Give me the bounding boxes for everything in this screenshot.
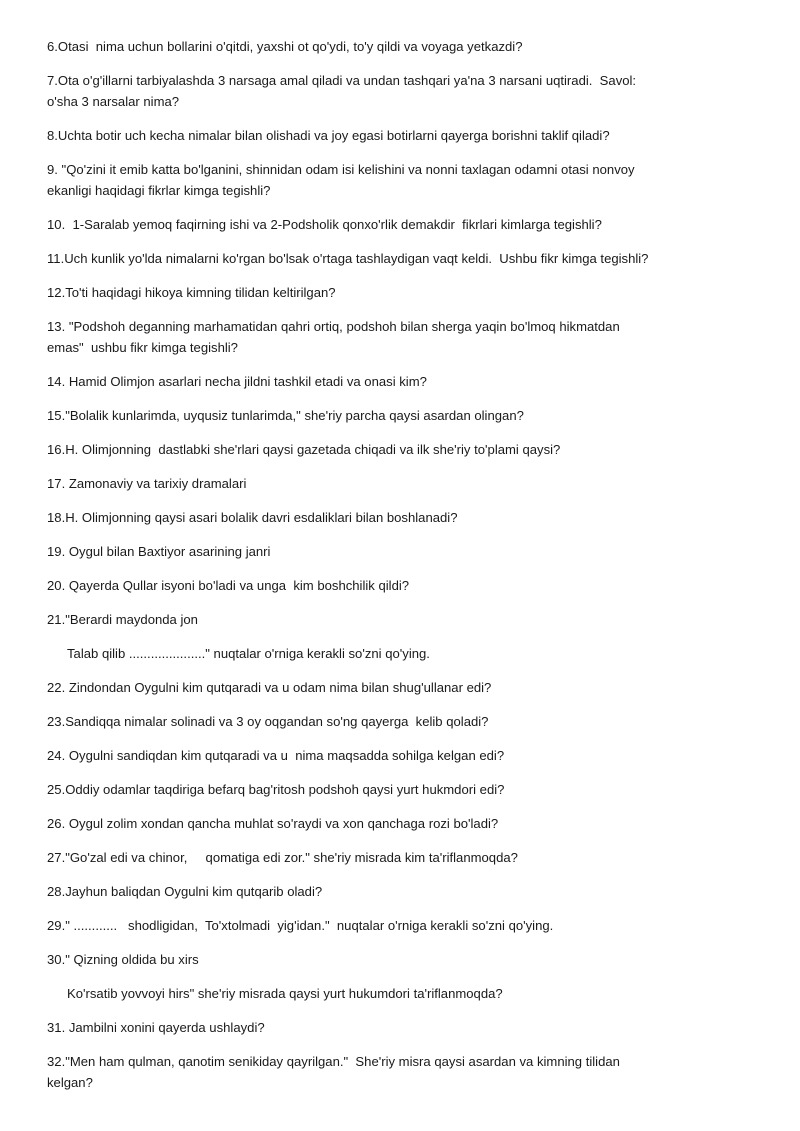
- question-30-line-2: Ko'rsatib yovvoyi hirs" she'riy misrada qaysi yurt hukumdori ta'riflanmoqda?: [67, 986, 503, 1001]
- question-23: 23.Sandiqqa nimalar solinadi va 3 oy oqgandan so'ng qayerga kelib qoladi?: [47, 714, 489, 729]
- question-21-line-1: 21."Berardi maydonda jon: [47, 612, 198, 627]
- question-24: 24. Oygulni sandiqdan kim qutqaradi va u nima maqsadda sohilga kelgan edi?: [47, 748, 505, 763]
- question-25: 25.Oddiy odamlar taqdiriga befarq bag'ritosh podshoh qaysi yurt hukmdori edi?: [47, 782, 505, 797]
- question-30-line-1: 30." Qizning oldida bu xirs: [47, 952, 199, 967]
- question-19: 19. Oygul bilan Baxtiyor asarining janri: [47, 544, 271, 559]
- question-29: 29." ............ shodligidan, To'xtolmadi yig'idan." nuqtalar o'rniga kerakli so'zni qo'ying.: [47, 918, 554, 933]
- question-22: 22. Zindondan Oygulni kim qutqaradi va u odam nima bilan shug'ullanar edi?: [47, 680, 492, 695]
- question-17: 17. Zamonaviy va tarixiy dramalari: [47, 476, 247, 491]
- question-32: 32."Men ham qulman, qanotim senikiday qayrilgan." She'riy misra qaysi asardan va kimning tilidan kelgan?: [47, 1054, 620, 1090]
- question-10: 10. 1-Saralab yemoq faqirning ishi va 2-Podsholik qonxo'rlik demakdir fikrlari kimlarga tegishli?: [47, 217, 602, 232]
- question-16: 16.H. Olimjonning dastlabki she'rlari qaysi gazetada chiqadi va ilk she'riy to'plami qaysi?: [47, 442, 561, 457]
- question-6: 6.Otasi nima uchun bollarini o'qitdi, yaxshi ot qo'ydi, to'y qildi va voyaga yetkazdi?: [47, 39, 523, 54]
- question-21-line-2: Talab qilib ....................." nuqtalar o'rniga kerakli so'zni qo'ying.: [67, 646, 430, 661]
- question-11: 11.Uch kunlik yo'lda nimalarni ko'rgan bo'lsak o'rtaga tashlaydigan vaqt keldi. Ushbu fikr kimga tegishli?: [47, 251, 649, 266]
- document-page: [47, 36, 687, 1106]
- question-26: 26. Oygul zolim xondan qancha muhlat so'raydi va xon qanchaga rozi bo'ladi?: [47, 816, 499, 831]
- question-12: 12.To'ti haqidagi hikoya kimning tilidan keltirilgan?: [47, 285, 336, 300]
- question-15: 15."Bolalik kunlarimda, uyqusiz tunlarimda," she'riy parcha qaysi asardan olingan?: [47, 408, 524, 423]
- question-27: 27."Go'zal edi va chinor, qomatiga edi zor." she'riy misrada kim ta'riflanmoqda?: [47, 850, 518, 865]
- question-7: 7.Ota o'g'illarni tarbiyalashda 3 narsaga amal qiladi va undan tashqari ya'na 3 narsani uqtiradi. Savol: o'sha 3 narsalar nima?: [47, 73, 637, 109]
- question-8: 8.Uchta botir uch kecha nimalar bilan olishadi va joy egasi botirlarni qayerga borishni taklif qiladi?: [47, 128, 610, 143]
- question-18: 18.H. Olimjonning qaysi asari bolalik davri esdaliklari bilan boshlanadi?: [47, 510, 458, 525]
- question-20: 20. Qayerda Qullar isyoni bo'ladi va unga kim boshchilik qildi?: [47, 578, 410, 593]
- question-13: 13. "Podshoh deganning marhamatidan qahri ortiq, podshoh bilan sherga yaqin bo'lmoq hikmatdan emas" ushbu fikr kimga tegishli?: [47, 319, 620, 355]
- question-31: 31. Jambilni xonini qayerda ushlaydi?: [47, 1020, 265, 1035]
- question-9: 9. "Qo'zini it emib katta bo'lganini, shinnidan odam isi kelishini va nonni taxlagan odamni otasi nonvoy ekanligi haqidagi fikrlar kimga tegishli?: [47, 162, 635, 198]
- question-28: 28.Jayhun baliqdan Oygulni kim qutqarib oladi?: [47, 884, 323, 899]
- question-14: 14. Hamid Olimjon asarlari necha jildni tashkil etadi va onasi kim?: [47, 374, 427, 389]
